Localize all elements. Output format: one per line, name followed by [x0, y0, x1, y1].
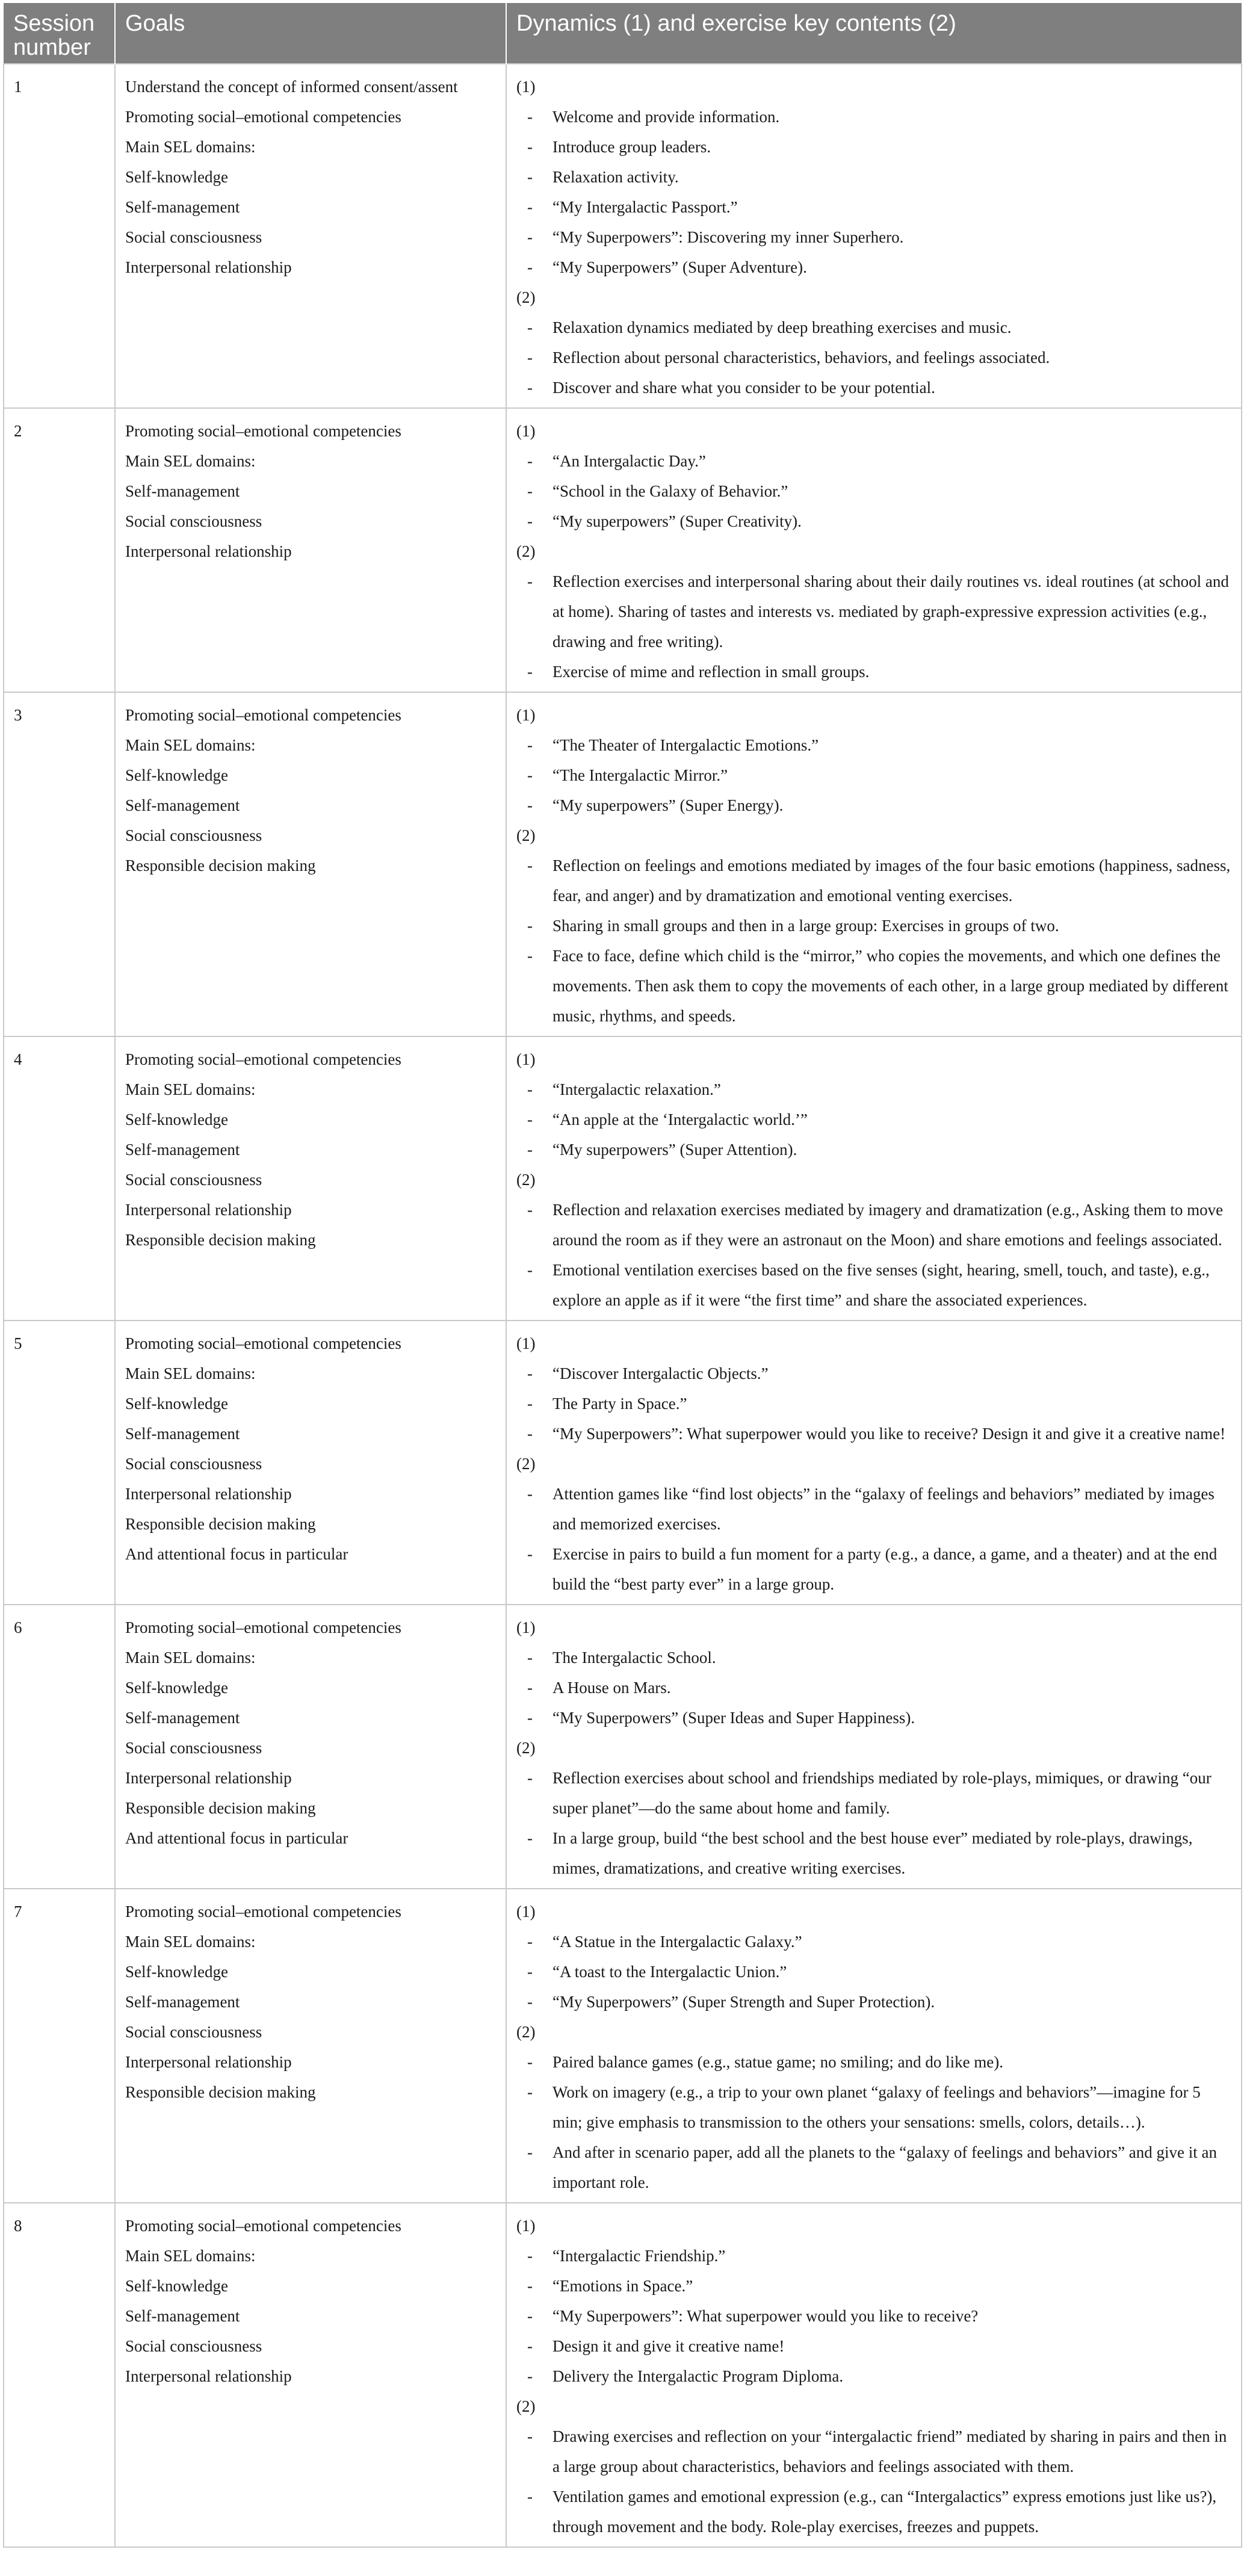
goal-line: Promoting social–emotional competencies: [125, 706, 401, 724]
goal-line: Self-management: [125, 796, 240, 814]
content-item: [516, 2421, 1231, 2482]
goal-line: Self-management: [125, 2307, 240, 2325]
dynamic-item: [516, 1957, 1231, 1987]
dash-bullet: -: [527, 2488, 533, 2506]
session-goals: [115, 1036, 506, 1321]
section-label: (2): [516, 1739, 536, 1757]
dynamic-item: [516, 1673, 1231, 1703]
session-dynamics: [506, 64, 1242, 408]
session-goals: [115, 1605, 506, 1889]
content-item: [516, 941, 1231, 1031]
dynamic-item: [516, 1987, 1231, 2017]
dynamic-item: [516, 1074, 1231, 1104]
content-item: [516, 1255, 1231, 1315]
dash-bullet: -: [527, 482, 533, 500]
dynamic-item: [516, 192, 1231, 222]
goal-line: Interpersonal relationship: [125, 2367, 292, 2385]
session-dynamics: [506, 1036, 1242, 1321]
dynamic-item: [516, 1135, 1231, 1165]
dynamic-item: [516, 2301, 1231, 2331]
dash-bullet: -: [527, 2337, 533, 2355]
content-item: [516, 342, 1231, 373]
header-row: [4, 3, 1242, 64]
content-item-text: Reflection about personal characteristics, behaviors, and feelings associated.: [552, 348, 1050, 367]
session-number: 6: [4, 1605, 115, 1889]
dynamic-item-text: “My Superpowers”: Discovering my inner Superhero.: [552, 228, 904, 246]
dynamic-item: [516, 1703, 1231, 1733]
section-label: (1): [516, 1050, 536, 1068]
dash-bullet: -: [527, 572, 533, 590]
section-label: (2): [516, 542, 536, 560]
dash-bullet: -: [527, 2427, 533, 2445]
dash-bullet: -: [527, 2143, 533, 2161]
dynamic-item-text: “Discover Intergalactic Objects.”: [552, 1364, 769, 1382]
content-item: [516, 2137, 1231, 2197]
goal-line: Social consciousness: [125, 1455, 262, 1473]
goal-line: Self-knowledge: [125, 1395, 228, 1413]
goal-line: Promoting social–emotional competencies: [125, 108, 401, 126]
dynamic-item-text: “Intergalactic Friendship.”: [552, 2247, 726, 2265]
section-label: (2): [516, 2023, 536, 2041]
dynamic-item: [516, 252, 1231, 282]
goal-line: Main SEL domains:: [125, 1933, 256, 1951]
dash-bullet: -: [527, 108, 533, 126]
table-row: [4, 692, 1242, 1036]
session-goals: [115, 64, 506, 408]
dynamic-item: [516, 1389, 1231, 1419]
goal-line: Social consciousness: [125, 2023, 262, 2041]
dynamic-item-text: “My Superpowers” (Super Adventure).: [552, 258, 807, 276]
dash-bullet: -: [527, 1933, 533, 1951]
content-item: [516, 1539, 1231, 1599]
goal-line: Self-management: [125, 1425, 240, 1443]
dash-bullet: -: [527, 2247, 533, 2265]
session-goals: [115, 1889, 506, 2203]
dash-bullet: -: [527, 947, 533, 965]
dynamic-item-text: Introduce group leaders.: [552, 138, 711, 156]
content-item-text: Attention games like “find lost objects” in the “galaxy of feelings and behaviors” mediated by images and memorized exercises.: [552, 1485, 1215, 1533]
goal-line: Self-knowledge: [125, 168, 228, 186]
content-item-text: Sharing in small groups and then in a large group: Exercises in groups of two.: [552, 917, 1059, 935]
goal-line: And attentional focus in particular: [125, 1545, 348, 1563]
dynamic-item-text: Relaxation activity.: [552, 168, 679, 186]
goal-line: Self-management: [125, 1709, 240, 1727]
dynamic-item: [516, 446, 1231, 476]
session-number: 3: [4, 692, 115, 1036]
dynamic-item: [516, 506, 1231, 536]
goal-line: Social consciousness: [125, 826, 262, 844]
goal-line: Main SEL domains:: [125, 1649, 256, 1667]
goal-line: Promoting social–emotional competencies: [125, 1903, 401, 1921]
dynamic-item: [516, 132, 1231, 162]
session-dynamics: [506, 2203, 1242, 2547]
goal-line: Self-management: [125, 482, 240, 500]
goal-line: Promoting social–emotional competencies: [125, 2217, 401, 2235]
table-row: [4, 1889, 1242, 2203]
dash-bullet: -: [527, 1395, 533, 1413]
goal-line: Social consciousness: [125, 2337, 262, 2355]
table-body: [4, 64, 1242, 2547]
dynamic-item: [516, 476, 1231, 506]
dash-bullet: -: [527, 1364, 533, 1382]
goal-line: Interpersonal relationship: [125, 258, 292, 276]
table-row: [4, 1605, 1242, 1889]
content-item-text: Face to face, define which child is the “mirror,” who copies the movements, and which one defines the movements. Then ask them to copy the movements of each other, in a large group mediated by different music, rhythms, and speeds.: [552, 947, 1228, 1025]
dynamic-item-text: Delivery the Intergalactic Program Diploma.: [552, 2367, 844, 2385]
dynamic-item-text: Welcome and provide information.: [552, 108, 780, 126]
content-item: [516, 373, 1231, 403]
dynamic-item: [516, 790, 1231, 820]
goal-line: Social consciousness: [125, 1171, 262, 1189]
session-number: 5: [4, 1321, 115, 1605]
content-item: [516, 2482, 1231, 2542]
dash-bullet: -: [527, 1679, 533, 1697]
goal-line: Self-knowledge: [125, 2277, 228, 2295]
table-row: [4, 1036, 1242, 1321]
section-label: (1): [516, 422, 536, 440]
section-label: (1): [516, 1618, 536, 1636]
goal-line: Self-management: [125, 1141, 240, 1159]
goal-line: And attentional focus in particular: [125, 1829, 348, 1847]
session-number: 1: [4, 64, 115, 408]
session-goals: [115, 1321, 506, 1605]
sessions-table: [3, 3, 1242, 2548]
dash-bullet: -: [527, 379, 533, 397]
goal-line: Main SEL domains:: [125, 138, 256, 156]
dynamic-item-text: “My Superpowers” (Super Strength and Super Protection).: [552, 1993, 935, 2011]
dash-bullet: -: [527, 2053, 533, 2071]
goal-line: Social consciousness: [125, 1739, 262, 1757]
dash-bullet: -: [527, 856, 533, 875]
dash-bullet: -: [527, 258, 533, 276]
section-label: (2): [516, 2397, 536, 2415]
header-dynamics: Dynamics (1) and exercise key contents (2): [506, 3, 1242, 64]
content-item-text: Exercise in pairs to build a fun moment for a party (e.g., a dance, a game, and a theater) and at the end build the “best party ever” in a large group.: [552, 1545, 1218, 1593]
section-label: (2): [516, 288, 536, 306]
header-goals: Goals: [115, 3, 506, 64]
goal-line: Main SEL domains:: [125, 2247, 256, 2265]
goal-line: Promoting social–emotional competencies: [125, 1050, 401, 1068]
dash-bullet: -: [527, 1963, 533, 1981]
dynamic-item-text: “An Intergalactic Day.”: [552, 452, 706, 470]
dynamic-item: [516, 222, 1231, 252]
dynamic-item: [516, 1643, 1231, 1673]
dynamic-item-text: The Intergalactic School.: [552, 1649, 716, 1667]
content-item: [516, 1763, 1231, 1823]
dash-bullet: -: [527, 1110, 533, 1129]
dash-bullet: -: [527, 1829, 533, 1847]
goal-line: Self-knowledge: [125, 1963, 228, 1981]
content-item-text: Reflection and relaxation exercises mediated by imagery and dramatization (e.g., Asking them to move around the room as if they were an astronaut on the Moon) and share emotions and feelings associated.: [552, 1201, 1224, 1249]
content-item-text: Relaxation dynamics mediated by deep breathing exercises and music.: [552, 318, 1012, 336]
dynamic-item-text: “An apple at the ‘Intergalactic world.’”: [552, 1110, 808, 1129]
dynamic-item-text: “My Intergalactic Passport.”: [552, 198, 738, 216]
dynamic-item: [516, 1358, 1231, 1389]
dynamic-item: [516, 102, 1231, 132]
dash-bullet: -: [527, 198, 533, 216]
dynamic-item: [516, 1419, 1231, 1449]
dash-bullet: -: [527, 1545, 533, 1563]
section-label: (2): [516, 1171, 536, 1189]
session-number: 7: [4, 1889, 115, 2203]
goal-line: Responsible decision making: [125, 2083, 316, 2101]
dash-bullet: -: [527, 2277, 533, 2295]
table-row: [4, 1321, 1242, 1605]
content-item-text: Reflection exercises and interpersonal sharing about their daily routines vs. ideal routines (at school and at home). Sharing of tastes and interests vs. mediated by graph-expressive expression activities (e.g., drawing and free writing).: [552, 572, 1229, 651]
dynamic-item: [516, 730, 1231, 760]
session-number: 4: [4, 1036, 115, 1321]
dash-bullet: -: [527, 1201, 533, 1219]
goal-line: Self-management: [125, 198, 240, 216]
content-item: [516, 850, 1231, 911]
goal-line: Interpersonal relationship: [125, 1485, 292, 1503]
dash-bullet: -: [527, 318, 533, 336]
dash-bullet: -: [527, 168, 533, 186]
dash-bullet: -: [527, 1261, 533, 1279]
session-goals: [115, 692, 506, 1036]
goal-line: Main SEL domains:: [125, 452, 256, 470]
section-label: (2): [516, 1455, 536, 1473]
dynamic-item-text: “My superpowers” (Super Creativity).: [552, 512, 802, 530]
section-label: (1): [516, 706, 536, 724]
content-item-text: And after in scenario paper, add all the planets to the “galaxy of feelings and behaviors” and give it an important role.: [552, 2143, 1218, 2191]
session-goals: [115, 408, 506, 692]
dynamic-item-text: “My Superpowers”: What superpower would you like to receive?: [552, 2307, 979, 2325]
goal-line: Social consciousness: [125, 512, 262, 530]
session-number: 2: [4, 408, 115, 692]
dynamic-item: [516, 1104, 1231, 1135]
dash-bullet: -: [527, 736, 533, 754]
dynamic-item-text: “A Statue in the Intergalactic Galaxy.”: [552, 1933, 802, 1951]
content-item: [516, 911, 1231, 941]
goal-line: Self-knowledge: [125, 766, 228, 784]
dash-bullet: -: [527, 1080, 533, 1098]
goal-line: Interpersonal relationship: [125, 1769, 292, 1787]
section-label: (1): [516, 78, 536, 96]
goal-line: Responsible decision making: [125, 1515, 316, 1533]
dynamic-item-text: “Intergalactic relaxation.”: [552, 1080, 721, 1098]
goal-line: Responsible decision making: [125, 1231, 316, 1249]
dash-bullet: -: [527, 663, 533, 681]
content-item-text: Discover and share what you consider to be your potential.: [552, 379, 935, 397]
dynamic-item: [516, 2241, 1231, 2271]
content-item: [516, 657, 1231, 687]
session-dynamics: [506, 692, 1242, 1036]
dynamic-item-text: “A toast to the Intergalactic Union.”: [552, 1963, 787, 1981]
goal-line: Interpersonal relationship: [125, 2053, 292, 2071]
dynamic-item: [516, 2271, 1231, 2301]
goal-line: Responsible decision making: [125, 856, 316, 875]
dynamic-item: [516, 1927, 1231, 1957]
dash-bullet: -: [527, 348, 533, 367]
goal-line: Understand the concept of informed consent/assent: [125, 78, 458, 96]
session-dynamics: [506, 408, 1242, 692]
dynamic-item: [516, 2331, 1231, 2361]
header-session-number: Session number: [4, 3, 115, 64]
content-item: [516, 566, 1231, 657]
goal-line: Promoting social–emotional competencies: [125, 422, 401, 440]
dash-bullet: -: [527, 766, 533, 784]
table-row: [4, 2203, 1242, 2547]
content-item-text: Paired balance games (e.g., statue game; no smiling; and do like me).: [552, 2053, 1004, 2071]
content-item-text: Work on imagery (e.g., a trip to your own planet “galaxy of feelings and behaviors”—imagine for 5 min; give emphasis to transmission to the others your sensations: smells, colors, details…).: [552, 2083, 1201, 2131]
dash-bullet: -: [527, 2367, 533, 2385]
dynamic-item: [516, 162, 1231, 192]
session-dynamics: [506, 1889, 1242, 2203]
content-item: [516, 312, 1231, 342]
goal-line: Social consciousness: [125, 228, 262, 246]
content-item-text: Drawing exercises and reflection on your “intergalactic friend” mediated by sharing in pairs and then in a large group about characteristics, behaviors and feelings associated with them.: [552, 2427, 1227, 2475]
dynamic-item-text: “Emotions in Space.”: [552, 2277, 693, 2295]
content-item: [516, 2077, 1231, 2137]
dynamic-item-text: “My Superpowers” (Super Ideas and Super Happiness).: [552, 1709, 915, 1727]
table-row: [4, 64, 1242, 408]
content-item-text: Exercise of mime and reflection in small groups.: [552, 663, 870, 681]
dash-bullet: -: [527, 2083, 533, 2101]
dynamic-item-text: “The Intergalactic Mirror.”: [552, 766, 728, 784]
dynamic-item-text: A House on Mars.: [552, 1679, 671, 1697]
dynamic-item-text: “My superpowers” (Super Energy).: [552, 796, 784, 814]
dynamic-item-text: “My Superpowers”: What superpower would you like to receive? Design it and give it a creative name!: [552, 1425, 1226, 1443]
content-item-text: Ventilation games and emotional expression (e.g., can “Intergalactics” express emotions just like us?), through movement and the body. Role-play exercises, freezes and puppets.: [552, 2488, 1217, 2536]
goal-line: Main SEL domains:: [125, 1364, 256, 1382]
dash-bullet: -: [527, 917, 533, 935]
content-item: [516, 1479, 1231, 1539]
content-item: [516, 1195, 1231, 1255]
dash-bullet: -: [527, 1709, 533, 1727]
table-row: [4, 408, 1242, 692]
goal-line: Main SEL domains:: [125, 736, 256, 754]
session-number: 8: [4, 2203, 115, 2547]
dynamic-item-text: “The Theater of Intergalactic Emotions.”: [552, 736, 819, 754]
content-item: [516, 2047, 1231, 2077]
content-item: [516, 1823, 1231, 1883]
content-item-text: In a large group, build “the best school and the best house ever” mediated by role-plays, drawings, mimes, dramatizations, and creative writing exercises.: [552, 1829, 1193, 1877]
dynamic-item-text: Design it and give it creative name!: [552, 2337, 785, 2355]
session-goals: [115, 2203, 506, 2547]
goal-line: Self-management: [125, 1993, 240, 2011]
dash-bullet: -: [527, 1649, 533, 1667]
dash-bullet: -: [527, 512, 533, 530]
dynamic-item-text: The Party in Space.”: [552, 1395, 687, 1413]
content-item-text: Emotional ventilation exercises based on the five senses (sight, hearing, smell, touch, and taste), e.g., explore an apple as if it were “the first time” and share the associated experiences.: [552, 1261, 1210, 1309]
content-item-text: Reflection on feelings and emotions mediated by images of the four basic emotions (happiness, sadness, fear, and anger) and by dramatization and emotional venting exercises.: [552, 856, 1231, 905]
dash-bullet: -: [527, 452, 533, 470]
dash-bullet: -: [527, 138, 533, 156]
dash-bullet: -: [527, 1769, 533, 1787]
goal-line: Self-knowledge: [125, 1110, 228, 1129]
content-item-text: Reflection exercises about school and friendships mediated by role-plays, mimiques, or drawing “our super planet”—do the same about home and family.: [552, 1769, 1212, 1817]
goal-line: Self-knowledge: [125, 1679, 228, 1697]
goal-line: Promoting social–emotional competencies: [125, 1618, 401, 1636]
dynamic-item: [516, 2361, 1231, 2391]
section-label: (1): [516, 1903, 536, 1921]
goal-line: Main SEL domains:: [125, 1080, 256, 1098]
dash-bullet: -: [527, 1993, 533, 2011]
session-dynamics: [506, 1321, 1242, 1605]
dash-bullet: -: [527, 1141, 533, 1159]
dynamic-item-text: “School in the Galaxy of Behavior.”: [552, 482, 788, 500]
section-label: (2): [516, 826, 536, 844]
dash-bullet: -: [527, 2307, 533, 2325]
session-dynamics: [506, 1605, 1242, 1889]
goal-line: Promoting social–emotional competencies: [125, 1334, 401, 1352]
section-label: (1): [516, 2217, 536, 2235]
goal-line: Interpersonal relationship: [125, 1201, 292, 1219]
dynamic-item-text: “My superpowers” (Super Attention).: [552, 1141, 797, 1159]
goal-line: Responsible decision making: [125, 1799, 316, 1817]
dash-bullet: -: [527, 796, 533, 814]
dash-bullet: -: [527, 1425, 533, 1443]
dynamic-item: [516, 760, 1231, 790]
dash-bullet: -: [527, 1485, 533, 1503]
section-label: (1): [516, 1334, 536, 1352]
goal-line: Interpersonal relationship: [125, 542, 292, 560]
dash-bullet: -: [527, 228, 533, 246]
